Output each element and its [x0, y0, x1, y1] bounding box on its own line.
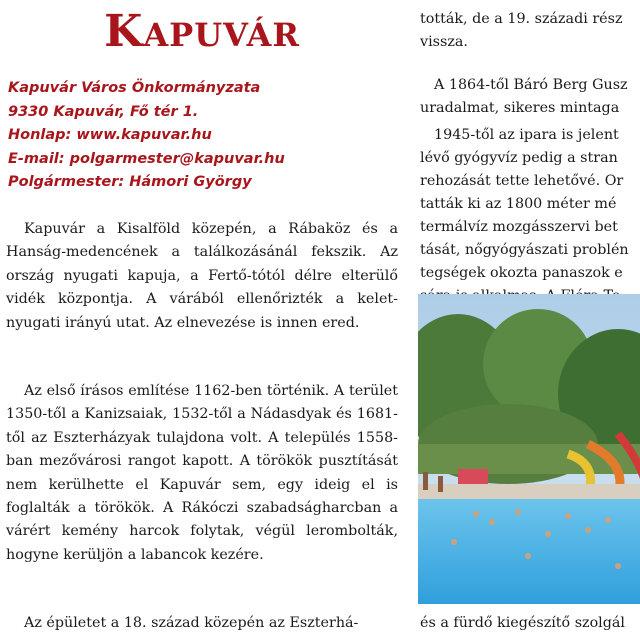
contact-mayor: Polgármester: Hámori György — [8, 174, 252, 190]
right-line: tották, de a 19. századi rész — [420, 11, 623, 27]
right-line: uradalmat, sikeres mintaga — [420, 100, 620, 116]
contact-website[interactable]: Honlap: www.kapuvar.hu — [8, 127, 212, 143]
contact-organization: Kapuvár Város Önkormányzata — [8, 80, 261, 96]
contact-address: 9330 Kapuvár, Fő tér 1. — [8, 103, 199, 120]
contact-block — [8, 77, 400, 195]
right-line: tatták ki az 1800 méter mé — [420, 196, 617, 212]
right-line: 1945-től az ipara is jelent — [434, 127, 619, 143]
paragraph-history: Az első írásos említése 1162-ben történik. A terület 1350-től a Kanizsaiak, 1532-től a Nádasdyak és 1681-től az Eszterházyak tulajdona volt. A település 1558-ban mezővárosi rangot kapott. A törökök pusztítását nem kerülhette el Kapuvár sem, egy ideig el is foglalták a törökök. A Rákóczi szabadságharcban a várért kemény harcok folytak, végül lerombolták, hogyne kerüljön a labancok kezére. — [6, 383, 398, 563]
right-line: rehozását tette lehetővé. Or — [420, 173, 624, 189]
contact-email[interactable]: E-mail: polgarmester@kapuvar.hu — [8, 150, 285, 167]
right-line: lévő gyógyvíz pedig a stran — [420, 150, 618, 166]
page-title — [6, 4, 398, 63]
title-initial: K — [104, 6, 144, 57]
swimming-pool-photo — [418, 294, 640, 604]
paragraph-location: Kapuvár a Kisalföld közepén, a Rábaköz és a Hanság-medencének a találkozásánál fekszik. Az ország nyugati kapuja, a Fertő-tótól délre elterülő vidék központja. A várából ellenőrizték a kelet-nyugati irányú utat. Az elnevezése is innen ered. — [6, 221, 398, 331]
right-line: tását, nőgyógyászati problén — [420, 242, 629, 258]
pool-scene-image — [418, 294, 640, 604]
right-line: vissza. — [420, 34, 468, 50]
paragraph-building: Az épületet a 18. század közepén az Eszterhá- — [24, 615, 359, 631]
right-line: és a fürdő kiegészítő szolgál — [420, 615, 625, 631]
right-line: tegségek okozta panaszok e — [420, 265, 623, 281]
right-line: termálvíz mozgásszervi bet — [420, 219, 618, 235]
title-rest: APUVÁR — [143, 16, 300, 54]
right-line: A 1864-től Báró Berg Gusz — [434, 77, 628, 93]
